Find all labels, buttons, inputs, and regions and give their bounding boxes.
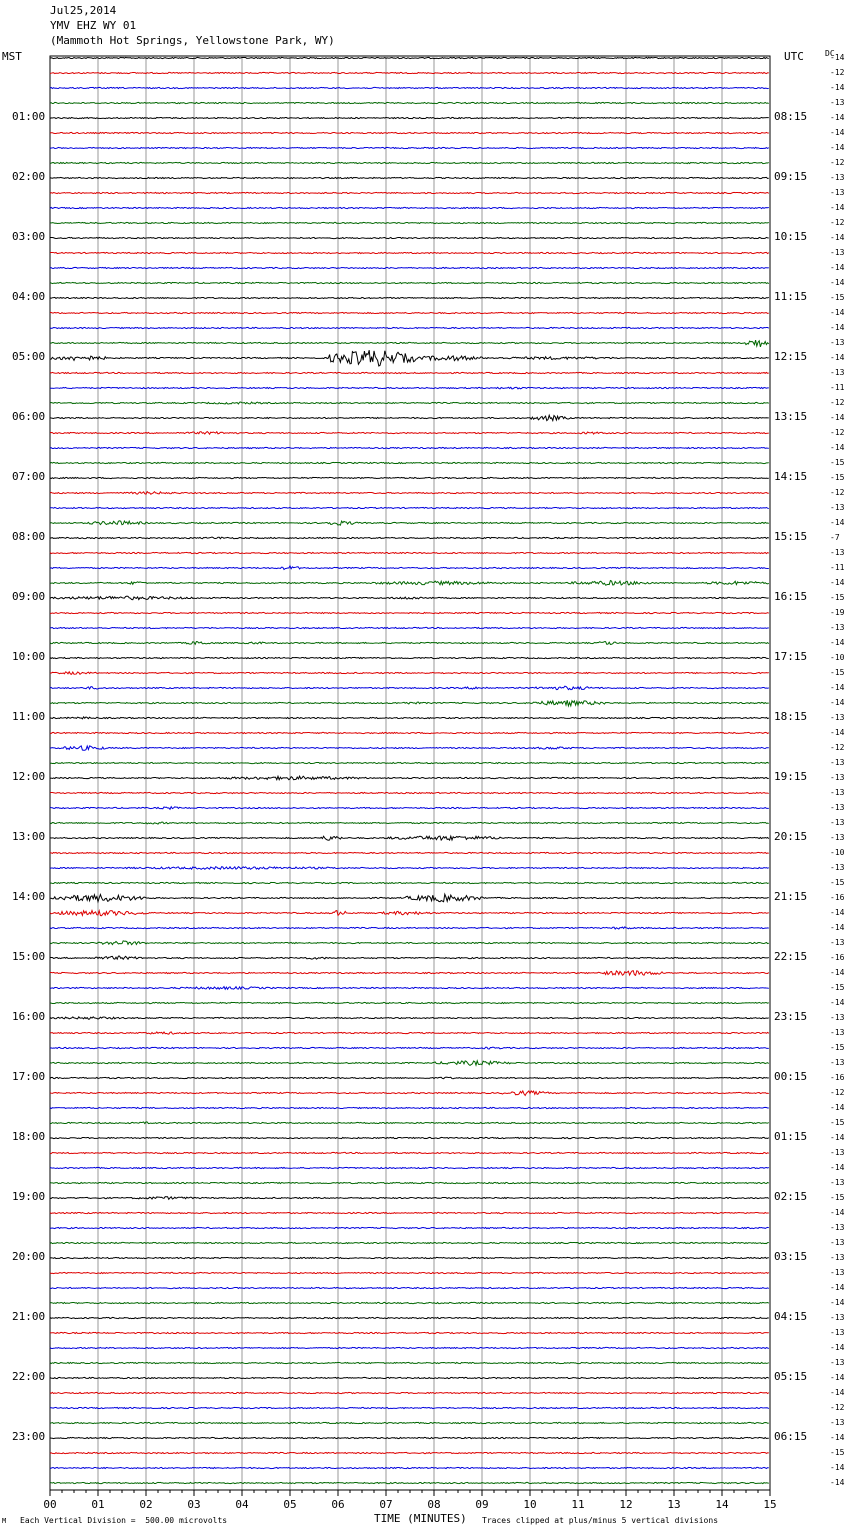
x-axis-title: TIME (MINUTES) bbox=[374, 1512, 467, 1525]
dc-offset-label: -15 bbox=[830, 293, 845, 302]
mst-hour-label: 06:00 bbox=[12, 410, 46, 423]
dc-offset-label: -13 bbox=[830, 818, 845, 827]
dc-offset-label: -13 bbox=[830, 803, 845, 812]
mst-hour-label: 12:00 bbox=[12, 770, 46, 783]
dc-offset-label: -13 bbox=[830, 938, 845, 947]
dc-offset-label: -13 bbox=[830, 1223, 845, 1232]
dc-offset-label: -14 bbox=[830, 308, 845, 317]
dc-offset-label: -12 bbox=[830, 428, 845, 437]
dc-offset-label: -13 bbox=[830, 833, 845, 842]
dc-offset-label: -13 bbox=[830, 248, 845, 257]
dc-offset-label: -13 bbox=[830, 1238, 845, 1247]
dc-offset-label: -13 bbox=[830, 1358, 845, 1367]
dc-offset-label: -13 bbox=[830, 1313, 845, 1322]
dc-offset-label: -13 bbox=[830, 773, 845, 782]
dc-offset-label: -13 bbox=[830, 1253, 845, 1262]
utc-hour-label: 03:15 bbox=[774, 1250, 808, 1263]
mst-hour-label: 14:00 bbox=[12, 890, 46, 903]
x-tick-label: 02 bbox=[139, 1498, 153, 1511]
dc-offset-label: -19 bbox=[830, 608, 845, 617]
utc-hour-label: 20:15 bbox=[774, 830, 808, 843]
x-tick-label: 13 bbox=[667, 1498, 681, 1511]
dc-offset-label: -12 bbox=[830, 743, 845, 752]
dc-offset-label: -13 bbox=[830, 1148, 845, 1157]
utc-hour-label: 10:15 bbox=[774, 230, 808, 243]
x-tick-label: 11 bbox=[571, 1498, 585, 1511]
x-tick-label: 05 bbox=[283, 1498, 297, 1511]
dc-offset-label: -14 bbox=[830, 143, 845, 152]
mst-hour-label: 21:00 bbox=[12, 1310, 46, 1323]
dc-offset-label: -14 bbox=[830, 728, 845, 737]
dc-offset-label: -13 bbox=[830, 503, 845, 512]
x-tick-label: 10 bbox=[523, 1498, 537, 1511]
utc-hour-label: 22:15 bbox=[774, 950, 808, 963]
header-station: YMV EHZ WY 01 bbox=[50, 19, 137, 32]
dc-offset-label: -15 bbox=[830, 878, 845, 887]
mst-hour-label: 17:00 bbox=[12, 1070, 46, 1083]
dc-offset-label: -15 bbox=[830, 983, 845, 992]
mst-hour-label: 13:00 bbox=[12, 830, 46, 843]
utc-hour-label: 06:15 bbox=[774, 1430, 808, 1443]
dc-offset-label: -14 bbox=[830, 998, 845, 1007]
dc-offset-label: -13 bbox=[830, 758, 845, 767]
dc-offset-label: -14 bbox=[830, 443, 845, 452]
dc-offset-label: -13 bbox=[830, 338, 845, 347]
utc-hour-label: 13:15 bbox=[774, 410, 808, 423]
dc-offset-label: -11 bbox=[830, 563, 845, 572]
utc-hour-label: 08:15 bbox=[774, 110, 808, 123]
utc-hour-label: 23:15 bbox=[774, 1010, 808, 1023]
mst-hour-label: 19:00 bbox=[12, 1190, 46, 1203]
dc-offset-label: -13 bbox=[830, 98, 845, 107]
dc-offset-label: -14 bbox=[830, 128, 845, 137]
mst-hour-label: 07:00 bbox=[12, 470, 46, 483]
dc-offset-label: -14 bbox=[830, 233, 845, 242]
dc-offset-label: -14 bbox=[830, 1208, 845, 1217]
mst-hour-label: 08:00 bbox=[12, 530, 46, 543]
dc-offset-label: -14 bbox=[830, 1103, 845, 1112]
x-tick-label: 12 bbox=[619, 1498, 633, 1511]
dc-offset-label: -13 bbox=[830, 188, 845, 197]
utc-hour-label: 18:15 bbox=[774, 710, 808, 723]
dc-offset-label: -16 bbox=[830, 953, 845, 962]
dc-offset-label: -15 bbox=[830, 473, 845, 482]
utc-hour-label: 21:15 bbox=[774, 890, 808, 903]
dc-offset-label: -14 bbox=[830, 698, 845, 707]
dc-offset-label: -10 bbox=[830, 848, 845, 857]
x-tick-label: 15 bbox=[763, 1498, 777, 1511]
dc-offset-label: -14 bbox=[830, 1133, 845, 1142]
dc-offset-label: -14 bbox=[830, 923, 845, 932]
dc-offset-label: -15 bbox=[830, 668, 845, 677]
mst-hour-label: 01:00 bbox=[12, 110, 46, 123]
mst-hour-label: 03:00 bbox=[12, 230, 46, 243]
dc-offset-label: -13 bbox=[830, 1418, 845, 1427]
dc-offset-label: -13 bbox=[830, 623, 845, 632]
dc-offset-label: -7 bbox=[830, 533, 840, 542]
dc-offset-label: -13 bbox=[830, 548, 845, 557]
dc-offset-label: -15 bbox=[830, 1193, 845, 1202]
utc-hour-label: 05:15 bbox=[774, 1370, 808, 1383]
left-timezone-label: MST bbox=[2, 50, 22, 63]
header-date: Jul25,2014 bbox=[50, 4, 117, 17]
mst-hour-label: 09:00 bbox=[12, 590, 46, 603]
dc-offset-label: -14 bbox=[830, 968, 845, 977]
mst-hour-label: 15:00 bbox=[12, 950, 46, 963]
dc-offset-label: -14 bbox=[830, 1343, 845, 1352]
utc-hour-label: 17:15 bbox=[774, 650, 808, 663]
dc-offset-label: -13 bbox=[830, 368, 845, 377]
dc-offset-label: -14 bbox=[830, 83, 845, 92]
mst-hour-label: 11:00 bbox=[12, 710, 46, 723]
mst-hour-label: 20:00 bbox=[12, 1250, 46, 1263]
dc-offset-label: -14 bbox=[830, 1463, 845, 1472]
mst-hour-label: 22:00 bbox=[12, 1370, 46, 1383]
dc-offset-label: -14 bbox=[830, 323, 845, 332]
dc-offset-label: -12 bbox=[830, 488, 845, 497]
x-tick-label: 08 bbox=[427, 1498, 441, 1511]
dc-offset-label: -16 bbox=[830, 1073, 845, 1082]
dc-offset-label: -13 bbox=[830, 1013, 845, 1022]
dc-offset-label: -13 bbox=[830, 1268, 845, 1277]
x-tick-label: 03 bbox=[187, 1498, 201, 1511]
utc-hour-label: 02:15 bbox=[774, 1190, 808, 1203]
dc-offset-label: -14 bbox=[830, 1373, 845, 1382]
dc-offset-label: -14 bbox=[830, 1298, 845, 1307]
dc-offset-label: -15 bbox=[830, 1118, 845, 1127]
dc-offset-label: -14 bbox=[830, 263, 845, 272]
dc-offset-label: -14 bbox=[830, 53, 845, 62]
dc-offset-label: -11 bbox=[830, 383, 845, 392]
mst-hour-label: 23:00 bbox=[12, 1430, 46, 1443]
dc-offset-label: -15 bbox=[830, 1448, 845, 1457]
dc-offset-label: -14 bbox=[830, 638, 845, 647]
dc-offset-label: -15 bbox=[830, 458, 845, 467]
dc-offset-label: -15 bbox=[830, 593, 845, 602]
dc-offset-label: -16 bbox=[830, 893, 845, 902]
mst-hour-label: 04:00 bbox=[12, 290, 46, 303]
corner-mark: M bbox=[2, 1517, 7, 1525]
dc-offset-label: -12 bbox=[830, 158, 845, 167]
dc-offset-label: -14 bbox=[830, 278, 845, 287]
dc-offset-label: -12 bbox=[830, 1088, 845, 1097]
x-tick-label: 04 bbox=[235, 1498, 249, 1511]
dc-offset-label: -13 bbox=[830, 1028, 845, 1037]
dc-offset-label: -13 bbox=[830, 1058, 845, 1067]
dc-offset-label: -12 bbox=[830, 68, 845, 77]
x-axis bbox=[43, 1490, 776, 1511]
dc-offset-label: -13 bbox=[830, 863, 845, 872]
mst-hour-label: 10:00 bbox=[12, 650, 46, 663]
dc-offset-label: -14 bbox=[830, 908, 845, 917]
x-tick-label: 07 bbox=[379, 1498, 393, 1511]
dc-offset-label: -14 bbox=[830, 1478, 845, 1487]
dc-offset-label: -13 bbox=[830, 713, 845, 722]
utc-hour-label: 04:15 bbox=[774, 1310, 808, 1323]
dc-offset-label: -10 bbox=[830, 653, 845, 662]
dc-offset-label: -14 bbox=[830, 1163, 845, 1172]
dc-offset-label: -12 bbox=[830, 218, 845, 227]
dc-label: DC bbox=[825, 49, 835, 58]
utc-hour-label: 01:15 bbox=[774, 1130, 808, 1143]
dc-offset-label: -15 bbox=[830, 1043, 845, 1052]
dc-offset-label: -14 bbox=[830, 578, 845, 587]
dc-offset-label: -12 bbox=[830, 398, 845, 407]
dc-offset-label: -13 bbox=[830, 1328, 845, 1337]
header-location: (Mammoth Hot Springs, Yellowstone Park, WY) bbox=[50, 34, 335, 47]
x-tick-label: 14 bbox=[715, 1498, 729, 1511]
dc-offset-label: -13 bbox=[830, 788, 845, 797]
mst-hour-label: 16:00 bbox=[12, 1010, 46, 1023]
dc-offset-label: -14 bbox=[830, 518, 845, 527]
utc-hour-label: 11:15 bbox=[774, 290, 808, 303]
dc-offset-label: -14 bbox=[830, 203, 845, 212]
utc-hour-label: 09:15 bbox=[774, 170, 808, 183]
dc-offset-label: -14 bbox=[830, 1433, 845, 1442]
utc-hour-label: 12:15 bbox=[774, 350, 808, 363]
dc-offset-label: -14 bbox=[830, 683, 845, 692]
dc-offset-label: -14 bbox=[830, 1283, 845, 1292]
dc-offset-label: -14 bbox=[830, 413, 845, 422]
plot-frame bbox=[50, 56, 770, 1490]
dc-offset-label: -14 bbox=[830, 1388, 845, 1397]
utc-hour-label: 00:15 bbox=[774, 1070, 808, 1083]
mst-hour-label: 05:00 bbox=[12, 350, 46, 363]
utc-hour-label: 15:15 bbox=[774, 530, 808, 543]
x-tick-label: 01 bbox=[91, 1498, 105, 1511]
x-tick-label: 09 bbox=[475, 1498, 489, 1511]
x-tick-label: 06 bbox=[331, 1498, 345, 1511]
x-tick-label: 00 bbox=[43, 1498, 57, 1511]
utc-hour-label: 19:15 bbox=[774, 770, 808, 783]
utc-hour-label: 14:15 bbox=[774, 470, 808, 483]
dc-offset-label: -14 bbox=[830, 113, 845, 122]
dc-offset-label: -13 bbox=[830, 173, 845, 182]
dc-offset-label: -13 bbox=[830, 1178, 845, 1187]
right-timezone-label: UTC bbox=[784, 50, 804, 63]
mst-hour-label: 18:00 bbox=[12, 1130, 46, 1143]
dc-offset-label: -14 bbox=[830, 353, 845, 362]
mst-hour-label: 02:00 bbox=[12, 170, 46, 183]
dc-offset-label: -12 bbox=[830, 1403, 845, 1412]
scale-note: Each Vertical Division = 500.00 microvolts bbox=[20, 1516, 228, 1525]
clip-note: Traces clipped at plus/minus 5 vertical divisions bbox=[482, 1516, 719, 1525]
utc-hour-label: 16:15 bbox=[774, 590, 808, 603]
